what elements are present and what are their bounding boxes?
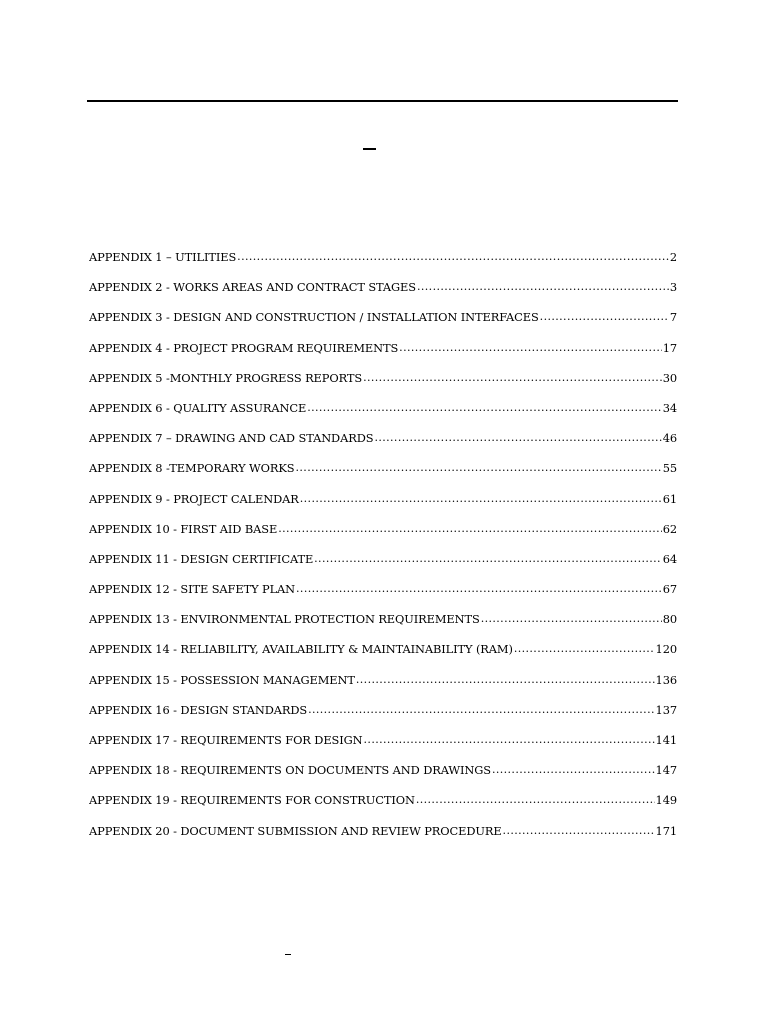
toc-dot-leader: [503, 824, 655, 837]
toc-entry-title: APPENDIX 9 - PROJECT CALENDAR: [89, 491, 299, 506]
toc-page-number: 149: [655, 793, 677, 808]
toc-dot-leader: [308, 703, 654, 716]
toc-entry[interactable]: [89, 612, 677, 642]
toc-dot-leader: [278, 522, 662, 535]
toc-entry[interactable]: [89, 793, 677, 823]
toc-dot-leader: [364, 733, 655, 746]
toc-entry-title: APPENDIX 14 - RELIABILITY, AVAILABILITY & MAINTAINABILITY (RAM): [89, 642, 513, 657]
toc-page-number: 171: [655, 823, 677, 838]
toc-entry-title: APPENDIX 20 - DOCUMENT SUBMISSION AND REVIEW PROCEDURE: [89, 823, 502, 838]
toc-page-number: 30: [662, 370, 677, 385]
toc-entry-title: APPENDIX 10 - FIRST AID BASE: [89, 521, 278, 536]
toc-entry-title: APPENDIX 3 - DESIGN AND CONSTRUCTION / INSTALLATION INTERFACES: [89, 310, 539, 325]
toc-entry-title: APPENDIX 2 - WORKS AREAS AND CONTRACT STAGES: [89, 280, 416, 295]
toc-entry-title: APPENDIX 18 - REQUIREMENTS ON DOCUMENTS AND DRAWINGS: [89, 763, 491, 778]
footer-dash-mark: [285, 954, 291, 955]
toc-entry-title: APPENDIX 13 - ENVIRONMENTAL PROTECTION REQUIREMENTS: [89, 612, 480, 627]
toc-entry[interactable]: [89, 492, 677, 522]
toc-dot-leader: [356, 673, 655, 686]
toc-entry[interactable]: [89, 280, 677, 310]
toc-dot-leader: [481, 612, 662, 625]
toc-entry-title: APPENDIX 1 – UTILITIES: [89, 250, 237, 264]
toc-page-number: 46: [662, 431, 677, 446]
toc-dot-leader: [399, 341, 662, 354]
toc-entry-title: APPENDIX 5 -MONTHLY PROGRESS REPORTS: [89, 370, 363, 385]
toc-entry[interactable]: [89, 763, 677, 793]
toc-page-number: 61: [662, 491, 677, 506]
toc-page-number: 62: [662, 521, 677, 536]
toc-entry-title: APPENDIX 17 - REQUIREMENTS FOR DESIGN: [89, 733, 363, 747]
toc-entry-title: APPENDIX 8 -TEMPORARY WORKS: [89, 461, 295, 476]
toc-entry-title: APPENDIX 7 – DRAWING AND CAD STANDARDS: [89, 431, 374, 446]
toc-entry[interactable]: [89, 552, 677, 582]
toc-entry[interactable]: [89, 642, 677, 672]
toc-dot-leader: [492, 763, 655, 776]
toc-entry[interactable]: [89, 582, 677, 612]
toc-entry[interactable]: [89, 522, 677, 552]
toc-entry-title: APPENDIX 6 - QUALITY ASSURANCE: [89, 400, 307, 415]
toc-dot-leader: [374, 431, 661, 444]
toc-entry[interactable]: [89, 401, 677, 431]
toc-entry-title: APPENDIX 11 - DESIGN CERTIFICATE: [89, 551, 314, 566]
toc-entry[interactable]: [89, 250, 677, 280]
toc-page-number: 3: [669, 280, 677, 295]
table-of-contents: [89, 250, 677, 854]
toc-entry[interactable]: [89, 461, 677, 491]
toc-page-number: 136: [655, 672, 677, 687]
toc-entry-title: APPENDIX 4 - PROJECT PROGRAM REQUIREMENTS: [89, 340, 399, 355]
toc-entry[interactable]: [89, 733, 677, 763]
toc-entry-title: APPENDIX 16 - DESIGN STANDARDS: [89, 702, 308, 717]
toc-page-number: 64: [662, 551, 677, 566]
toc-page-number: 7: [669, 310, 677, 325]
toc-entry[interactable]: [89, 824, 677, 854]
toc-dot-leader: [363, 371, 662, 384]
toc-page-number: 147: [655, 763, 677, 778]
toc-entry[interactable]: [89, 341, 677, 371]
toc-dot-leader: [300, 492, 662, 505]
toc-dot-leader: [237, 250, 669, 263]
toc-entry-title: APPENDIX 19 - REQUIREMENTS FOR CONSTRUCTION: [89, 793, 415, 808]
toc-page-number: 141: [655, 733, 677, 747]
toc-entry[interactable]: [89, 310, 677, 340]
toc-page-number: 34: [662, 400, 677, 415]
toc-dot-leader: [540, 310, 669, 323]
toc-page-number: 55: [662, 461, 677, 476]
toc-dot-leader: [514, 642, 655, 655]
toc-entry[interactable]: [89, 703, 677, 733]
toc-dot-leader: [416, 793, 655, 806]
toc-page-number: 137: [655, 702, 677, 717]
toc-dot-leader: [296, 582, 662, 595]
toc-page-number: 17: [662, 340, 677, 355]
toc-page-number: 120: [655, 642, 677, 657]
toc-dot-leader: [307, 401, 662, 414]
toc-entry-title: APPENDIX 15 - POSSESSION MANAGEMENT: [89, 672, 355, 687]
toc-entry-title: APPENDIX 12 - SITE SAFETY PLAN: [89, 582, 296, 597]
header-rule: [87, 100, 678, 102]
toc-entry[interactable]: [89, 673, 677, 703]
toc-page-number: 2: [669, 250, 677, 264]
toc-page-number: 80: [662, 612, 677, 627]
toc-dot-leader: [417, 280, 669, 293]
toc-entry[interactable]: [89, 431, 677, 461]
toc-entry[interactable]: [89, 371, 677, 401]
title-dash-mark: [363, 148, 376, 150]
toc-dot-leader: [296, 461, 662, 474]
toc-page-number: 67: [662, 582, 677, 597]
toc-dot-leader: [314, 552, 662, 565]
